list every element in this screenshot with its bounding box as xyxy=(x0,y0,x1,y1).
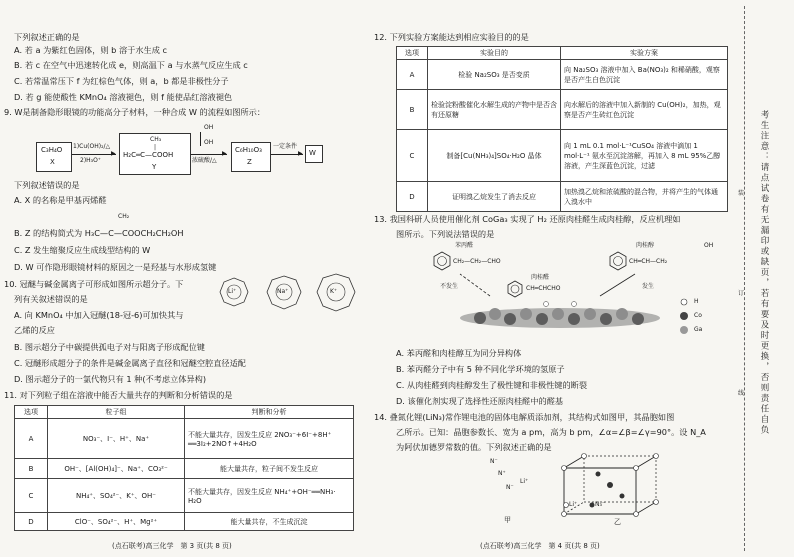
q12-row-a xyxy=(397,60,728,90)
q10-option-c: C. 冠醚形成超分子的条件是碱金属离子直径和冠醚空腔直径适配 xyxy=(14,358,246,368)
step2-condition: 浓硫酸/△ xyxy=(192,157,217,164)
q9-option-b: B. Z 的结构简式为 H₃C—C—COOCH₂CH₂OH xyxy=(14,228,184,238)
binding-marker-xian: 线 xyxy=(738,390,745,397)
q14-legend-li: Li⁺ xyxy=(569,501,578,508)
q11-row-b xyxy=(15,459,354,479)
step2-reagent-bond xyxy=(200,132,202,146)
fig-cinnamaldehyde-name: 肉桂醛 xyxy=(531,274,550,281)
q12-cell: A xyxy=(397,60,428,90)
q10-option-a-cont: 乙烯的反应 xyxy=(14,325,55,335)
y-box xyxy=(119,133,191,175)
q12-cell: 制备[Cu(NH₃)₄]SO₄·H₂O 晶体 xyxy=(428,130,561,182)
q12-header-purpose: 实验目的 xyxy=(428,47,561,60)
fig-yi-label: 乙 xyxy=(614,518,621,526)
q11-header-option: 选项 xyxy=(15,406,48,419)
binding-dashed-line xyxy=(744,6,745,551)
prev-option-b: B. 若 c 在空气中迅速转化成 e，则高温下 a 与水蒸气反应生成 c xyxy=(14,60,248,70)
step2-reagent-oh-bottom: OH xyxy=(204,139,214,146)
q11-row-c xyxy=(15,479,354,513)
q12-cell: 加热溴乙烷和浓硫酸的混合物，并将产生的气体通入溴水中 xyxy=(561,182,728,212)
y-bond: | xyxy=(154,144,157,151)
binding-marker-zhuang: 装 xyxy=(738,190,745,197)
q12-stem: 12. 下列实验方案能达到相应实验目的的是 xyxy=(374,32,529,42)
q13-option-b: B. 苯丙醛分子中有 5 种不同化学环境的氢原子 xyxy=(396,364,565,374)
fig-oh: OH xyxy=(704,242,714,249)
q11-cell: OH⁻、[Al(OH)₄]⁻、Na⁺、CO₃²⁻ xyxy=(48,459,185,479)
prev-option-a: A. 若 a 为紫红色固体，则 b 溶于水生成 c xyxy=(14,45,168,55)
q12-header-plan: 实验方案 xyxy=(561,47,728,60)
q10-stem-line2: 列有关叙述错误的是 xyxy=(14,294,88,304)
ion-k: K⁺ xyxy=(330,288,338,295)
z-box xyxy=(231,142,271,172)
q14-stem-line1: 14. 叠氮化锂(LiN₃)常作锂电池的固体电解质添加剂，其结构式如图甲，其晶胞如图 xyxy=(374,412,675,422)
z-formula: C₆H₁₀O₃ xyxy=(235,146,262,154)
left-footer: (点石联考)高三化学 第 3 页(共 8 页) xyxy=(112,542,232,550)
q9-ask: 下列叙述错误的是 xyxy=(14,180,80,190)
q11-row-d xyxy=(15,513,354,531)
y-formula: H₂C═C—COOH xyxy=(123,151,174,159)
q12-cell: 向 1 mL 0.1 mol·L⁻¹CuSO₄ 溶液中滴加 1 mol·L⁻¹ 氨水至沉淀溶解，再加入 8 mL 95%乙醇溶液，产生深蓝色沉淀，过滤 xyxy=(561,130,728,182)
ion-na: Na⁺ xyxy=(277,288,289,295)
q11-cell: 不能大量共存，因发生反应 2NO₃⁻+6I⁻+8H⁺ ══3I₂+2NO↑+4H₂O xyxy=(185,419,354,459)
q12-cell: C xyxy=(397,130,428,182)
q11-cell: 不能大量共存，因发生反应 NH₄⁺+OH⁻══NH₃· H₂O xyxy=(185,479,354,513)
q12-cell: 向水解后的溶液中加入新制的 Cu(OH)₂，加热，观察是否产生砖红色沉淀 xyxy=(561,90,728,130)
step2-reagent-oh-top: OH xyxy=(204,124,214,131)
q13-legend-dots xyxy=(678,296,690,338)
legend-h: H xyxy=(694,298,699,305)
q12-table xyxy=(396,46,728,212)
q12-cell: 检验 Na₂SO₃ 是否变质 xyxy=(428,60,561,90)
jia-n-mid: N⁺ xyxy=(498,470,506,477)
fig-occur-label: 发生 xyxy=(642,283,655,290)
q9-option-d: D. W 可作隐形眼镜材料的原因之一是羟基与水形成氢键 xyxy=(14,262,217,272)
q11-cell: C xyxy=(15,479,48,513)
prev-option-c: C. 若常温常压下 f 为红棕色气体，则 a，b 都是非极性分子 xyxy=(14,76,229,86)
fig-not-occur-label: 不发生 xyxy=(440,283,459,290)
arrow-to-propanal xyxy=(460,274,490,296)
arrow-to-cinnamyl-alcohol xyxy=(600,274,635,296)
step1-condition-bottom: 2)H₃O⁺ xyxy=(80,157,101,164)
step2-arrowhead: ▶ xyxy=(222,150,227,157)
q13-stem-line1: 13. 我国科研人员使用催化剂 CoGa₃ 实现了 H₂ 还原肉桂醛生成肉桂醇，反应机理如 xyxy=(374,214,681,224)
q11-cell: D xyxy=(15,513,48,531)
w-label: W xyxy=(309,149,316,157)
q9-option-a: A. X 的名称是甲基丙烯醛 xyxy=(14,195,107,205)
q13-arrows-and-catalyst xyxy=(450,266,670,336)
q10-option-a: A. 向 KMnO₄ 中加入冠醚(18-冠-6)可加快其与 xyxy=(14,310,184,320)
q11-cell: NH₄⁺、SO₄²⁻、K⁺、OH⁻ xyxy=(48,479,185,513)
q13-option-c: C. 从肉桂醛到肉桂醇发生了极性键和非极性键的断裂 xyxy=(396,380,588,390)
q12-cell: D xyxy=(397,182,428,212)
y-methyl: CH₃ xyxy=(150,136,162,143)
q14-stem-line2: 乙所示。已知：晶胞参数长、宽为 a pm，高为 b pm，∠α=∠β=∠γ=90°。设 N_A xyxy=(396,427,706,437)
q11-cell: 能大量共存，粒子间不发生反应 xyxy=(185,459,354,479)
q9-b-methyl: CH₂ xyxy=(118,213,130,220)
jia-li: Li⁺ xyxy=(520,478,529,485)
ion-li: Li⁺ xyxy=(228,288,237,295)
z-label: Z xyxy=(247,158,252,166)
q14-legend-n3: N₃⁻ xyxy=(595,501,606,508)
q12-cell: B xyxy=(397,90,428,130)
q11-cell: 能大量共存，不生成沉淀 xyxy=(185,513,354,531)
crown-ether-figures xyxy=(212,272,364,320)
q10-option-b: B. 图示超分子中碳提供孤电子对与阳离子形成配位键 xyxy=(14,342,205,352)
benzene-ring-icon xyxy=(432,251,452,271)
q11-header-particles: 粒子组 xyxy=(48,406,185,419)
fig-cinnamaldehyde-chain: CH═CHCHO xyxy=(526,285,561,292)
step1-arrow xyxy=(72,154,116,155)
q11-table xyxy=(14,405,354,531)
q12-row-c xyxy=(397,130,728,182)
legend-ga: Ga xyxy=(694,326,703,333)
q12-header-option: 选项 xyxy=(397,47,428,60)
fig-jia-label: 甲 xyxy=(504,516,511,524)
q13-stem-line2: 图所示。下列说法错误的是 xyxy=(396,229,495,239)
jia-n-bottom: N⁻ xyxy=(506,484,514,491)
q11-header-analysis: 判断和分析 xyxy=(185,406,354,419)
q11-stem: 11. 对下列粒子组在溶液中能否大量共存的判断和分析错误的是 xyxy=(4,390,233,400)
q9-option-c: C. Z 发生缩聚反应生成线型结构的 W xyxy=(14,245,151,255)
q11-cell: NO₃⁻、I⁻、H⁺、Na⁺ xyxy=(48,419,185,459)
fig-propanal-name: 苯丙醛 xyxy=(455,242,474,249)
q12-cell: 向 Na₂SO₃ 溶液中加入 Ba(NO₃)₂ 和稀硝酸，观察是否产生白色沉淀 xyxy=(561,60,728,90)
q10-option-d: D. 图示超分子的一氯代物只有 1 种(不考虑立体异构) xyxy=(14,374,207,384)
q11-row-a xyxy=(15,419,354,459)
q13-option-d: D. 该催化剂实现了选择性还原肉桂醛中的醛基 xyxy=(396,396,564,406)
q12-row-d xyxy=(397,182,728,212)
binding-margin xyxy=(738,0,794,557)
exam-notice: 考生注意：请点试卷有无漏印或缺页，若有要及时更换，否则责任自负 xyxy=(759,110,769,436)
q14-stem-line3: 为阿伏加德罗常数的值。下列叙述正确的是 xyxy=(396,442,552,452)
q12-cell: 检验淀粉酸催化水解生成的产物中是否含有还原糖 xyxy=(428,90,561,130)
q13-option-a: A. 苯丙醛和肉桂醇互为同分异构体 xyxy=(396,348,522,358)
prev-question-ask: 下列叙述正确的是 xyxy=(14,32,80,42)
prev-option-d: D. 若 g 能使酸性 KMnO₄ 溶液褪色，则 f 能使品红溶液褪色 xyxy=(14,92,233,102)
step1-arrowhead: ▶ xyxy=(111,150,116,157)
fig-cinnamyl-alcohol-name: 肉桂醇 xyxy=(636,242,655,249)
q12-row-b xyxy=(397,90,728,130)
step3-condition: 一定条件 xyxy=(273,143,298,150)
q10-stem-line1: 10. 冠醚与碱金属离子可形成如图所示超分子。下 xyxy=(4,279,184,289)
q11-cell: B xyxy=(15,459,48,479)
right-footer: (点石联考)高三化学 第 4 页(共 8 页) xyxy=(480,542,600,550)
q9-stem: 9. W是制备隐形眼镜的功能高分子材料，一种合成 W 的流程如图所示： xyxy=(4,107,266,117)
w-box xyxy=(305,145,323,163)
jia-n-top: N⁻ xyxy=(490,458,498,465)
step3-arrowhead: ▶ xyxy=(298,150,303,157)
x-label: X xyxy=(50,158,55,166)
binding-marker-ding: 订 xyxy=(738,290,745,297)
q12-cell: 证明溴乙烷发生了消去反应 xyxy=(428,182,561,212)
fig-cinnamyl-alcohol-chain: CH═CH—CH₂ xyxy=(629,258,668,265)
q11-cell: A xyxy=(15,419,48,459)
legend-co: Co xyxy=(694,312,702,319)
y-label: Y xyxy=(152,163,157,171)
x-formula: C₃H₄O xyxy=(41,146,63,154)
fig-propanal-chain: CH₂—CH₂—CHO xyxy=(453,258,501,265)
x-box xyxy=(36,142,72,172)
step1-condition-top: 1)Cu(OH)₂/△ xyxy=(73,143,111,150)
q11-cell: ClO⁻、SO₄²⁻、H⁺、Mg²⁺ xyxy=(48,513,185,531)
